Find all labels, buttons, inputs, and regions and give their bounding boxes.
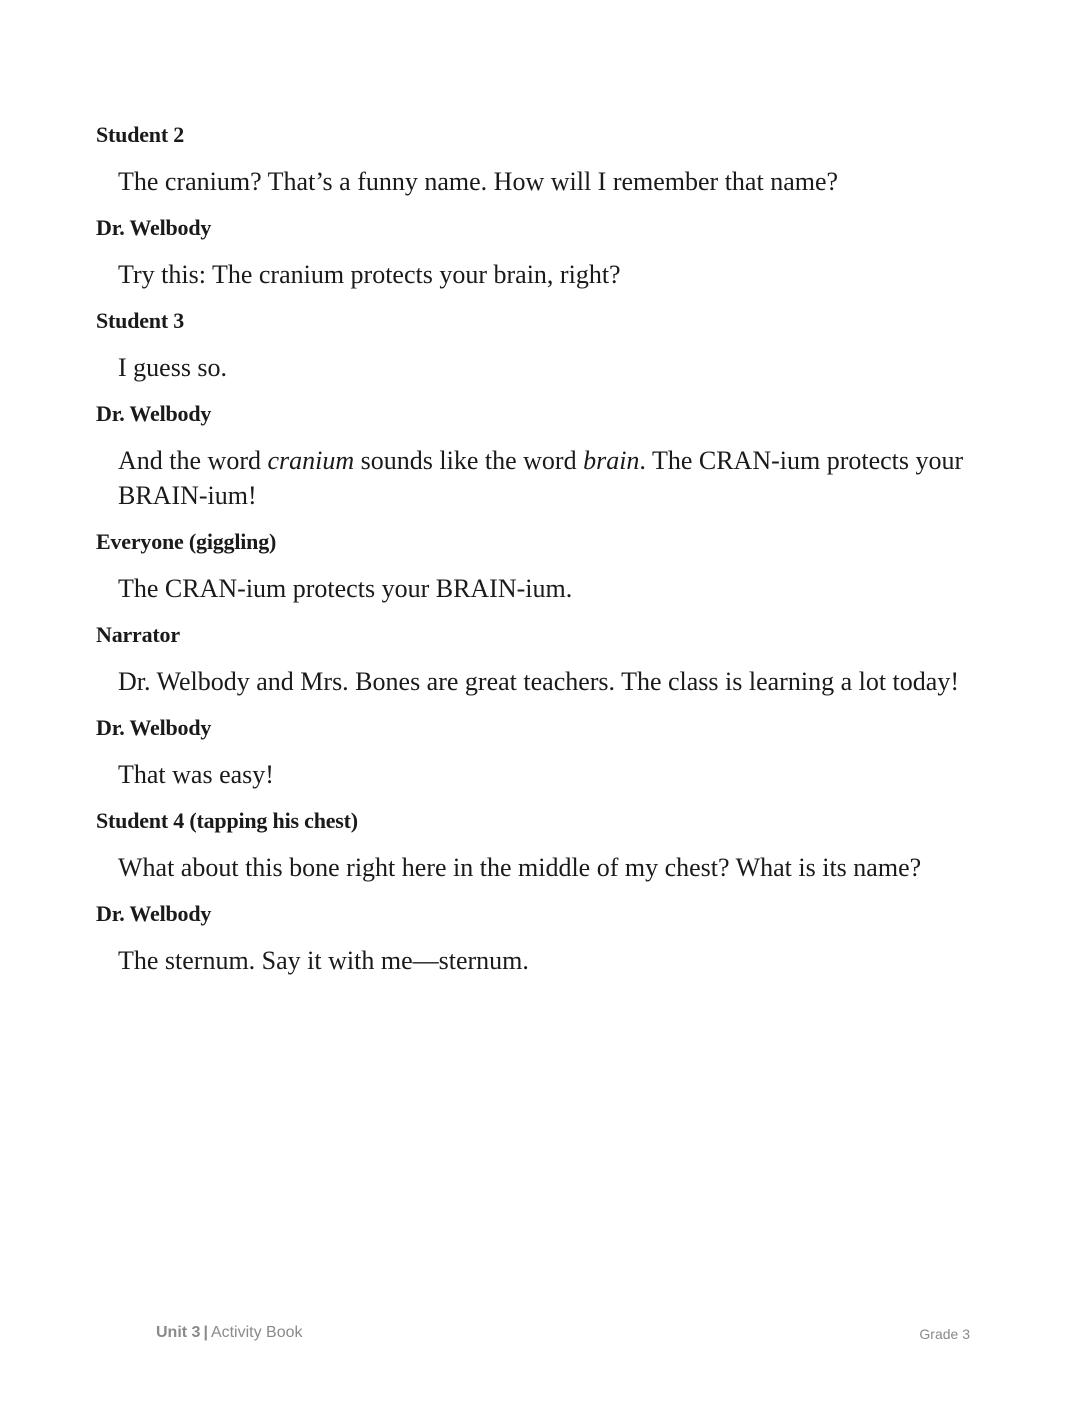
line-text: And the word: [118, 446, 268, 475]
speaker-label: Dr. Welbody: [96, 715, 212, 740]
line-text: sounds like the word: [354, 446, 584, 475]
footer-unit: Unit 3: [156, 1324, 201, 1341]
italic-word: brain: [583, 446, 640, 475]
footer-book: Activity Book: [210, 1324, 303, 1341]
footer-unit-label: [156, 1324, 303, 1342]
italic-word: cranium: [267, 446, 355, 475]
dialogue-line: The CRAN-ium protects your BRAIN-ium.: [118, 574, 573, 603]
dialogue-line: [118, 443, 968, 513]
line-text: . The CRAN-ium protects your BRAIN-ium!: [118, 446, 964, 510]
speaker-label: Everyone (giggling): [96, 529, 277, 554]
speaker-label: Narrator: [96, 622, 180, 647]
dialogue-line: The cranium? That’s a funny name. How will I remember that name?: [118, 167, 839, 196]
speaker-label: Dr. Welbody: [96, 901, 212, 926]
speaker-label: Student 4 (tapping his chest): [96, 808, 358, 833]
speaker-label: Student 3: [96, 308, 185, 333]
dialogue-line: That was easy!: [118, 760, 274, 789]
script-body: [96, 120, 996, 992]
dialogue-line: Try this: The cranium protects your brain, right?: [118, 260, 621, 289]
dialogue-line: What about this bone right here in the middle of my chest? What is its name?: [118, 853, 922, 882]
speaker-label: Student 2: [96, 122, 185, 147]
dialogue-line: I guess so.: [118, 353, 228, 382]
footer-separator: |: [203, 1324, 208, 1341]
footer-grade: Grade 3: [919, 1326, 970, 1342]
speaker-label: Dr. Welbody: [96, 401, 212, 426]
dialogue-line: Dr. Welbody and Mrs. Bones are great teachers. The class is learning a lot today!: [118, 667, 959, 696]
dialogue-line: The sternum. Say it with me—sternum.: [118, 946, 529, 975]
speaker-label: Dr. Welbody: [96, 215, 212, 240]
